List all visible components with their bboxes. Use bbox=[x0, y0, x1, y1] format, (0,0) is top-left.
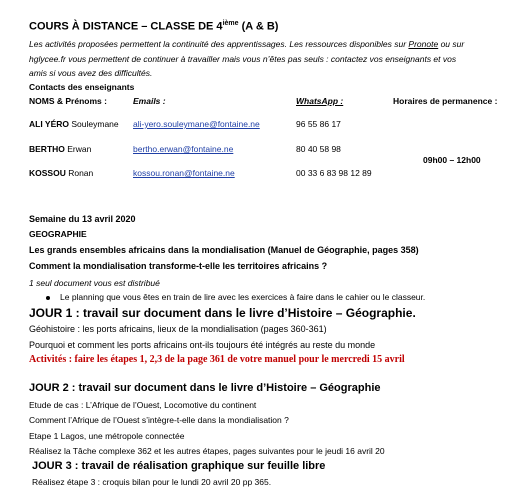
title-suffix: (A & B) bbox=[238, 20, 279, 33]
contact-last-name: BERTHO bbox=[29, 144, 65, 154]
intro-text-1b: ou sur bbox=[440, 39, 465, 49]
col-header-whatsapp: WhatsApp : bbox=[296, 96, 344, 106]
contact-first-name: Souleymane bbox=[71, 119, 119, 129]
bullet-text: Le planning que vous êtes en train de lire avec les exercices à faire dans le cahier ou le classeur. bbox=[60, 292, 426, 302]
problem-question: Comment la mondialisation transforme-t-elle les territoires africains ? bbox=[29, 261, 328, 271]
day1-line-2: Pourquoi et comment les ports africains ont-ils toujours été intégrés au reste du monde bbox=[29, 340, 376, 350]
contact-email-link[interactable]: ali-yero.souleymane@fontaine.ne bbox=[133, 119, 260, 129]
col-header-emails: Emails : bbox=[133, 96, 166, 106]
day3-title: JOUR 3 : travail de réalisation graphique sur feuille libre bbox=[32, 460, 326, 472]
bullet-item bbox=[46, 292, 425, 302]
contact-first-name: Ronan bbox=[68, 168, 94, 178]
subject-heading: GEOGRAPHIE bbox=[29, 229, 87, 239]
day3-line-1: Réalisez étape 3 : croquis bilan pour le lundi 20 avril 20 pp 365. bbox=[32, 477, 272, 487]
contact-email-link[interactable]: bertho.erwan@fontaine.ne bbox=[133, 144, 234, 154]
document-note: 1 seul document vous est distribué bbox=[29, 278, 160, 288]
contact-phone: 96 55 86 17 bbox=[296, 119, 341, 129]
contact-row-name bbox=[29, 168, 93, 178]
day1-line-1: Géohistoire : les ports africains, lieux de la mondialisation (pages 360-361) bbox=[29, 324, 327, 334]
title-main: COURS À DISTANCE – CLASSE DE 4 bbox=[29, 20, 223, 33]
page-title bbox=[29, 20, 278, 33]
intro-text-1: Les activités proposées permettent la continuité des apprentissages. Les ressources disponibles sur bbox=[29, 39, 407, 49]
col-header-hours: Horaires de permanence : bbox=[393, 96, 498, 106]
week-label: Semaine du 13 avril 2020 bbox=[29, 214, 136, 224]
day2-line-3: Etape 1 Lagos, une métropole connectée bbox=[29, 431, 185, 441]
bullet-icon bbox=[46, 296, 50, 300]
day2-line-4: Réalisez la Tâche complexe 362 et les autres étapes, pages suivantes pour le jeudi 16 avril 20 bbox=[29, 446, 385, 456]
contact-phone: 80 40 58 98 bbox=[296, 144, 341, 154]
title-sup: ième bbox=[222, 20, 239, 27]
contact-row-name bbox=[29, 144, 91, 154]
day1-activity: Activités : faire les étapes 1, 2,3 de la page 361 de votre manuel pour le mercredi 15 avril bbox=[29, 354, 405, 365]
contact-first-name: Erwan bbox=[67, 144, 92, 154]
day2-line-1: Etude de cas : L’Afrique de l’Ouest, Locomotive du continent bbox=[29, 400, 257, 410]
col-header-names: NOMS & Prénoms : bbox=[29, 96, 107, 106]
contact-last-name: ALI YÉRO bbox=[29, 119, 69, 129]
office-hours: 09h00 – 12h00 bbox=[423, 155, 481, 165]
day2-title: JOUR 2 : travail sur document dans le livre d’Histoire – Géographie bbox=[29, 382, 381, 394]
contact-last-name: KOSSOU bbox=[29, 168, 66, 178]
day1-title: JOUR 1 : travail sur document dans le livre d’Histoire – Géographie. bbox=[29, 306, 416, 320]
contact-email-link[interactable]: kossou.ronan@fontaine.ne bbox=[133, 168, 235, 178]
intro-line-1 bbox=[29, 39, 464, 49]
intro-line-3: amis si vous avez des difficultés. bbox=[29, 68, 153, 78]
contacts-title: Contacts des enseignants bbox=[29, 82, 135, 92]
intro-line-2: hglycee.fr vous permettent de continuer à travailler mais vous n’êtes pas seuls : contactez vos enseignants et vos bbox=[29, 54, 457, 64]
contact-row-name bbox=[29, 119, 119, 129]
pronote-link[interactable]: Pronote bbox=[408, 39, 439, 49]
day2-line-2: Comment l’Afrique de l’Ouest s’intègre-t-elle dans la mondialisation ? bbox=[29, 415, 289, 425]
contact-phone: 00 33 6 83 98 12 89 bbox=[296, 168, 372, 178]
theme-title: Les grands ensembles africains dans la mondialisation (Manuel de Géographie, pages 358) bbox=[29, 245, 419, 255]
